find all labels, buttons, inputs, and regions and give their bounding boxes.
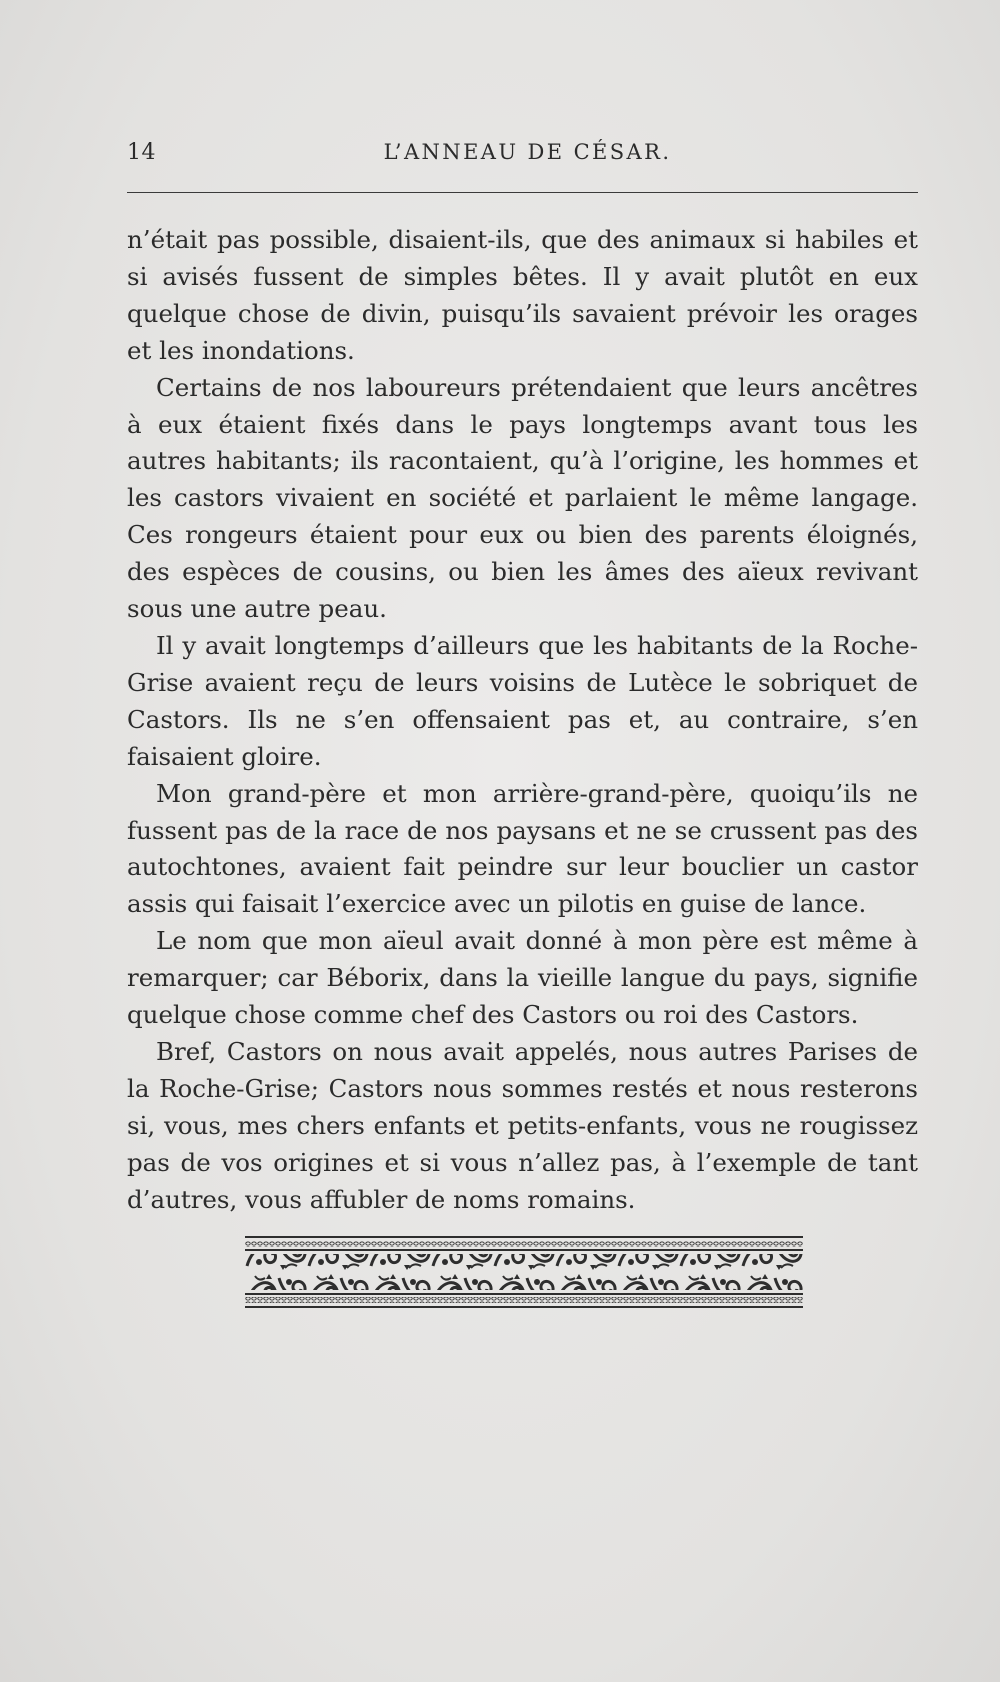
paragraph: Il y avait longtemps d’ailleurs que les habitants de la Roche-Grise avaient reçu de leurs voisins de Lutèce le sobriquet de Castors. Ils ne s’en offensaient pas et, au contraire, s’en faisaient gloire. (127, 630, 918, 771)
paragraph: Certains de nos laboureurs prétendaient que leurs ancêtres à eux étaient fixés dans le pays longtemps avant tous les autres habitants; ils racontaient, qu’à l’origine, les hommes et les castors vivaient en société et parlaient le même langage. Ces rongeurs étaient pour eux ou bien des parents éloignés, des espèces de cousins, ou bien les âmes des aïeux revivant sous une autre peau. (127, 372, 918, 624)
page-number: 14 (127, 140, 156, 165)
header-rule (127, 192, 918, 193)
tailpiece-ornament (245, 1236, 803, 1310)
running-title: L’ANNEAU DE CÉSAR. (383, 140, 672, 164)
running-head (127, 140, 918, 174)
ornament-graphic (245, 1236, 803, 1310)
paragraph: Bref, Castors on nous avait appelés, nous autres Parises de la Roche-Grise; Castors nous sommes restés et nous resterons si, vous, mes chers enfants et petits-enfants, vous ne rougissez pas de vos origines et si vous n’allez pas, à l’exemple de tant d’autres, vous affubler de noms romains. (127, 1036, 918, 1214)
paragraph: Le nom que mon aïeul avait donné à mon père est même à remarquer; car Béborix, dans la vieille langue du pays, signifie quelque chose comme chef des Castors ou roi des Castors. (127, 926, 918, 1030)
paragraph: Mon grand-père et mon arrière-grand-père, quoiqu’ils ne fussent pas de la race de nos paysans et ne se crussent pas des autochtones, avaient fait peindre sur leur bouclier un castor assis qui faisait l’exercice avec un pilotis en guise de lance. (127, 778, 918, 919)
paragraph: n’était pas possible, disaient-ils, que des animaux si habiles et si avisés fussent de simples bêtes. Il y avait plutôt en eux quelque chose de divin, puisqu’ils savaient prévoir les orages et les inondations. (127, 225, 918, 365)
body-text (127, 222, 918, 1218)
